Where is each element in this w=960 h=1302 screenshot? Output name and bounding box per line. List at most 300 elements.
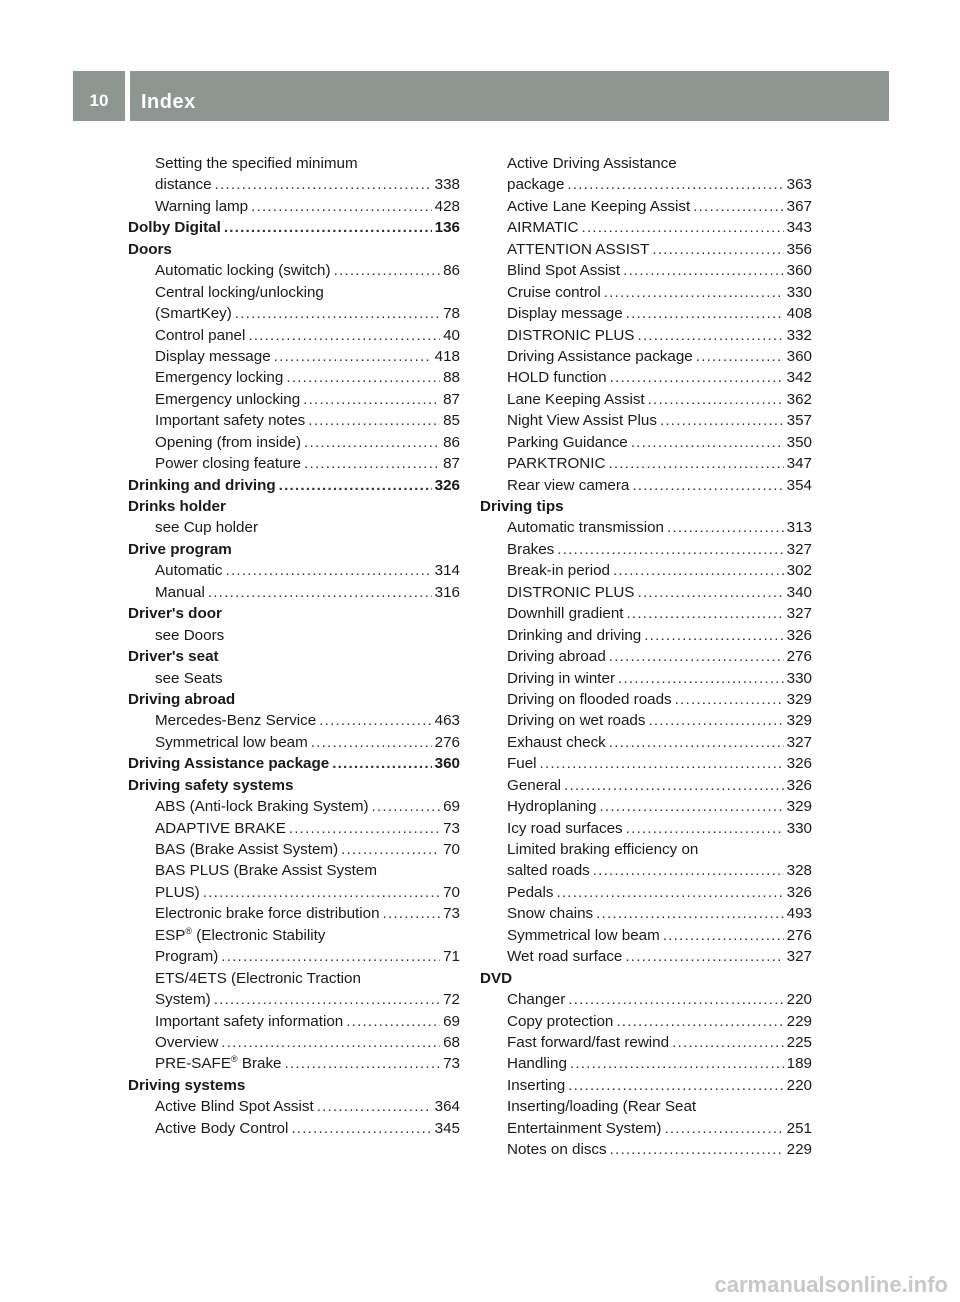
dot-leader	[610, 367, 784, 388]
entry-label-text: ABS (Anti-lock Braking System)	[155, 798, 369, 816]
page-reference: 342	[786, 369, 812, 387]
entry-label-text: BAS (Brake Assist System)	[155, 841, 339, 858]
page-reference: 78	[443, 305, 460, 323]
dot-leader	[383, 903, 441, 924]
index-subentry	[480, 625, 812, 646]
page-reference: 418	[434, 347, 460, 365]
entry-label	[480, 498, 564, 515]
page-reference: 357	[786, 412, 812, 430]
page-reference: 340	[786, 583, 812, 601]
entry-label	[507, 732, 606, 753]
index-subentry	[480, 539, 812, 560]
entry-label-text: Active Driving Assistance	[507, 155, 677, 172]
index-subentry	[128, 882, 460, 903]
entry-label-text: Wet road surface	[507, 948, 623, 966]
page-reference: 354	[786, 476, 812, 494]
entry-label	[507, 475, 629, 496]
dot-leader	[613, 560, 784, 581]
entry-label	[507, 582, 634, 603]
entry-label-text: Central locking/unlocking	[155, 283, 324, 301]
entry-label-text: Icy road surfaces	[507, 819, 623, 837]
dot-leader	[609, 732, 784, 753]
entry-label-text: Driving abroad	[507, 648, 606, 666]
dot-leader	[319, 710, 431, 731]
index-subentry	[480, 1118, 812, 1139]
entry-label-text: Driving tips	[480, 498, 564, 515]
entry-label-text: DISTRONIC PLUS	[507, 326, 635, 344]
entry-label-text: see Seats	[155, 669, 223, 687]
page-reference: 229	[786, 1012, 812, 1030]
entry-label-text: Pedals	[507, 883, 554, 901]
entry-label-text: Entertainment System)	[507, 1119, 662, 1137]
entry-label	[155, 1096, 314, 1117]
dot-leader	[616, 1011, 783, 1032]
entry-label	[507, 155, 677, 172]
page-reference: 136	[434, 219, 460, 237]
entry-label	[507, 1098, 696, 1115]
entry-label-text: Driving safety systems	[128, 776, 294, 794]
entry-label-text: Rear view camera	[507, 476, 630, 494]
index-subentry	[480, 710, 812, 731]
entry-label	[128, 691, 235, 708]
index-heading	[128, 1075, 460, 1096]
index-subentry	[128, 625, 460, 646]
entry-label-text: package	[507, 176, 565, 194]
registered-mark: ®	[185, 925, 193, 936]
index-subentry	[128, 796, 460, 817]
page-reference: 86	[443, 433, 460, 451]
page-reference: 347	[786, 455, 812, 473]
index-heading	[480, 496, 812, 517]
dot-leader	[631, 432, 784, 453]
entry-label-text: HOLD function	[507, 369, 607, 387]
entry-label	[507, 625, 641, 646]
entry-label-text: Drinks holder	[128, 498, 226, 515]
entry-label	[507, 389, 645, 410]
dot-leader	[208, 582, 432, 603]
entry-label	[155, 303, 232, 324]
page-reference: 330	[786, 669, 812, 687]
index-heading	[128, 475, 460, 496]
dot-leader	[608, 453, 783, 474]
entry-label-text: Power closing feature	[155, 455, 302, 473]
entry-label-text: see Doors	[155, 626, 225, 644]
entry-label	[507, 818, 623, 839]
index-subentry	[128, 1011, 460, 1032]
entry-label	[507, 646, 606, 667]
index-subentry	[128, 517, 460, 538]
index-subentry	[480, 260, 812, 281]
dot-leader	[664, 1118, 783, 1139]
index-heading	[128, 775, 460, 796]
entry-label	[507, 539, 554, 560]
dot-leader	[214, 989, 440, 1010]
entry-label	[128, 1077, 245, 1094]
dot-leader	[221, 946, 440, 967]
entry-label	[155, 519, 258, 536]
entry-label-text: System)	[155, 991, 211, 1009]
index-subentry	[480, 882, 812, 903]
page-reference: 356	[786, 240, 812, 258]
entry-label	[155, 346, 271, 367]
index-column-right	[480, 153, 812, 1161]
index-heading	[128, 603, 460, 624]
entry-label-text: General	[507, 776, 562, 794]
dot-leader	[581, 217, 783, 238]
entry-label-text: Overview	[155, 1033, 219, 1051]
index-subentry	[480, 453, 812, 474]
entry-label	[507, 453, 605, 474]
page-reference: 313	[786, 519, 812, 537]
page-reference: 329	[786, 798, 812, 816]
entry-label-text: PRE-SAFE	[155, 1055, 231, 1073]
entry-label	[507, 882, 553, 903]
index-subentry	[480, 1053, 812, 1074]
entry-label	[155, 839, 338, 860]
entry-label	[507, 560, 610, 581]
index-subentry	[128, 732, 460, 753]
entry-label-text: Driver's door	[128, 605, 222, 623]
index-subentry	[480, 903, 812, 924]
dot-leader	[332, 753, 431, 774]
index-subentry	[480, 839, 812, 860]
entry-label	[155, 174, 212, 195]
dot-leader	[203, 882, 440, 903]
dot-leader	[235, 303, 440, 324]
entry-label-text: Active Lane Keeping Assist	[507, 197, 691, 215]
page-reference: 362	[786, 390, 812, 408]
index-subentry	[128, 303, 460, 324]
index-heading	[128, 753, 460, 774]
entry-label-text: Cruise control	[507, 283, 601, 301]
dot-leader	[626, 303, 784, 324]
page-reference: 251	[786, 1119, 812, 1137]
page-reference: 360	[786, 262, 812, 280]
registered-mark: ®	[230, 1054, 238, 1065]
entry-label	[155, 196, 248, 217]
entry-label-text: Display message	[507, 305, 623, 323]
entry-label	[507, 796, 597, 817]
entry-label	[507, 517, 664, 538]
page-reference: 332	[786, 326, 812, 344]
index-subentry	[128, 1118, 460, 1139]
entry-label	[507, 925, 660, 946]
page-reference: 327	[786, 733, 812, 751]
entry-label	[507, 1053, 567, 1074]
index-subentry	[480, 174, 812, 195]
entry-label-text: Warning lamp	[155, 197, 249, 215]
entry-label-text: Handling	[507, 1055, 567, 1073]
dot-leader	[346, 1011, 440, 1032]
page-reference: 328	[786, 862, 812, 880]
entry-label	[507, 217, 578, 238]
entry-label	[155, 862, 377, 879]
page-reference: 85	[443, 412, 460, 430]
entry-label-text: Automatic transmission	[507, 519, 664, 537]
page-reference: 86	[443, 262, 460, 280]
entry-label-text: Drinking and driving	[507, 626, 642, 644]
dot-leader	[604, 282, 784, 303]
entry-label-text: Important safety notes	[155, 412, 306, 430]
page-reference: 72	[443, 991, 460, 1009]
page-reference: 363	[786, 176, 812, 194]
entry-label	[507, 753, 537, 774]
dot-leader	[637, 582, 783, 603]
index-heading	[480, 968, 812, 989]
index-subentry	[480, 989, 812, 1010]
entry-label	[507, 260, 620, 281]
page-reference: 493	[786, 905, 812, 923]
page-reference: 350	[786, 433, 812, 451]
entry-label	[155, 903, 380, 924]
index-subentry	[480, 1075, 812, 1096]
entry-label-text: Driving Assistance package	[128, 755, 330, 773]
page-reference: 276	[786, 926, 812, 944]
dot-leader	[224, 217, 432, 238]
entry-label-text: DVD	[480, 969, 513, 987]
entry-label-text: Hydroplaning	[507, 798, 597, 816]
page-header	[73, 71, 889, 121]
index-subentry	[480, 753, 812, 774]
page-reference: 314	[434, 562, 460, 580]
page-reference: 68	[443, 1033, 460, 1051]
entry-label-text: Active Body Control	[155, 1119, 289, 1137]
entry-label-text: Driving in winter	[507, 669, 616, 687]
page-reference: 73	[443, 905, 460, 923]
index-subentry	[128, 903, 460, 924]
index-subentry	[480, 1032, 812, 1053]
entry-label	[128, 217, 221, 238]
dot-leader	[304, 453, 440, 474]
index-subentry	[128, 367, 460, 388]
index-subentry	[480, 818, 812, 839]
entry-label-text: Drive program	[128, 540, 232, 558]
entry-label	[507, 989, 565, 1010]
index-subentry	[480, 517, 812, 538]
page-reference: 189	[786, 1055, 812, 1073]
entry-label	[155, 432, 301, 453]
index-subentry	[128, 839, 460, 860]
index-subentry	[480, 1096, 812, 1117]
dot-leader	[372, 796, 441, 817]
page-reference: 276	[786, 648, 812, 666]
index-subentry	[480, 325, 812, 346]
index-subentry	[480, 410, 812, 431]
entry-label-text: Blind Spot Assist	[507, 262, 621, 280]
entry-label	[155, 260, 331, 281]
index-heading	[128, 646, 460, 667]
entry-label-text: Inserting/loading (Rear Seat	[507, 1098, 697, 1116]
dot-leader	[626, 818, 784, 839]
page-reference: 327	[786, 605, 812, 623]
entry-label	[507, 946, 622, 967]
dot-leader	[311, 732, 432, 753]
page-reference: 326	[434, 476, 460, 494]
entry-label-text: DISTRONIC PLUS	[507, 583, 635, 601]
entry-label	[128, 753, 329, 774]
dot-leader	[303, 389, 440, 410]
index-subentry	[480, 217, 812, 238]
entry-label	[155, 453, 301, 474]
entry-label-text: Mercedes-Benz Service	[155, 712, 317, 730]
dot-leader	[226, 560, 432, 581]
dot-leader	[644, 625, 783, 646]
entry-label	[155, 1032, 218, 1053]
index-heading	[128, 496, 460, 517]
entry-label	[507, 1075, 565, 1096]
index-subentry	[128, 710, 460, 731]
index-subentry	[128, 925, 460, 946]
entry-label	[507, 689, 672, 710]
index-subentry	[128, 560, 460, 581]
index-subentry	[480, 475, 812, 496]
entry-label-text: Program)	[155, 948, 219, 966]
index-subentry	[128, 1053, 460, 1074]
entry-label	[507, 903, 593, 924]
entry-label-text: distance	[155, 176, 212, 194]
index-subentry	[128, 818, 460, 839]
page-reference: 327	[786, 948, 812, 966]
dot-leader	[618, 668, 784, 689]
entry-label-text: Dolby Digital	[128, 219, 221, 237]
entry-label	[155, 582, 205, 603]
entry-label-text: Fast forward/fast rewind	[507, 1033, 670, 1051]
index-subentry	[480, 367, 812, 388]
dot-leader	[632, 475, 783, 496]
entry-label-text: Automatic	[155, 562, 223, 580]
entry-label	[507, 1118, 661, 1139]
entry-label-text: Downhill gradient	[507, 605, 624, 623]
page-reference: 326	[786, 626, 812, 644]
index-subentry	[480, 1011, 812, 1032]
entry-label	[507, 841, 698, 858]
page-reference: 87	[443, 390, 460, 408]
index-subentry	[480, 196, 812, 217]
index-subentry	[480, 1139, 812, 1160]
entry-label-text: Driver's seat	[128, 648, 219, 666]
entry-label	[507, 1139, 607, 1160]
entry-label-text: Driving systems	[128, 1076, 246, 1094]
entry-label-text: Symmetrical low beam	[507, 926, 660, 944]
entry-label	[155, 627, 224, 644]
dot-leader	[274, 346, 432, 367]
index-subentry	[128, 325, 460, 346]
page-reference: 73	[443, 819, 460, 837]
page-reference: 276	[434, 733, 460, 751]
page-reference: 428	[434, 197, 460, 215]
index-subentry	[128, 410, 460, 431]
header-divider	[125, 71, 130, 121]
index-subentry	[480, 860, 812, 881]
entry-label-text: Important safety information	[155, 1012, 344, 1030]
entry-label	[507, 196, 690, 217]
entry-label	[128, 541, 232, 558]
index-subentry	[480, 432, 812, 453]
entry-label	[128, 605, 222, 622]
page-reference: 329	[786, 712, 812, 730]
dot-leader	[667, 517, 784, 538]
dot-leader	[341, 839, 440, 860]
page-reference: 367	[786, 197, 812, 215]
dot-leader	[568, 989, 783, 1010]
page-reference: 40	[443, 326, 460, 344]
entry-label-text: (SmartKey)	[155, 305, 232, 323]
page-reference: 326	[786, 755, 812, 773]
index-column-left	[128, 153, 460, 1139]
entry-label-text: PLUS)	[155, 883, 200, 901]
index-subentry	[480, 732, 812, 753]
entry-label-text: Driving on flooded roads	[507, 690, 672, 708]
entry-label	[507, 346, 693, 367]
dot-leader	[623, 260, 784, 281]
index-subentry	[128, 453, 460, 474]
entry-label	[155, 1118, 288, 1139]
index-heading	[128, 217, 460, 238]
page-reference: 70	[443, 883, 460, 901]
dot-leader	[570, 1053, 784, 1074]
entry-label	[507, 239, 649, 260]
entry-label-text: Notes on discs	[507, 1141, 607, 1159]
page-reference: 364	[434, 1098, 460, 1116]
dot-leader	[596, 903, 784, 924]
entry-label	[507, 1032, 669, 1053]
entry-label-text: Manual	[155, 583, 205, 601]
entry-label-text: Drinking and driving	[128, 476, 276, 494]
page-reference: 220	[786, 1076, 812, 1094]
entry-label-suffix: (Electronic Stability	[192, 926, 326, 944]
index-subentry	[480, 582, 812, 603]
dot-leader	[593, 860, 784, 881]
page-reference: 327	[786, 540, 812, 558]
entry-label	[155, 155, 358, 172]
index-subentry	[128, 968, 460, 989]
page-reference: 302	[786, 562, 812, 580]
entry-label	[155, 970, 361, 987]
index-subentry	[128, 196, 460, 217]
entry-label-text: Emergency unlocking	[155, 390, 301, 408]
index-subentry	[128, 1096, 460, 1117]
dot-leader	[221, 1032, 440, 1053]
entry-label	[155, 367, 283, 388]
entry-label-text: ATTENTION ASSIST	[507, 240, 650, 258]
entry-label-text: Snow chains	[507, 905, 594, 923]
page-reference: 326	[786, 883, 812, 901]
index-subentry	[128, 946, 460, 967]
entry-label	[507, 282, 601, 303]
entry-label-text: Driving Assistance package	[507, 347, 693, 365]
entry-label	[507, 603, 624, 624]
index-subentry	[128, 860, 460, 881]
index-subentry	[480, 925, 812, 946]
dot-leader	[610, 1139, 784, 1160]
page-reference: 360	[786, 347, 812, 365]
entry-label-text: Brakes	[507, 540, 555, 558]
entry-label-text: Fuel	[507, 755, 537, 773]
entry-label	[507, 710, 645, 731]
entry-label	[507, 410, 657, 431]
entry-label	[507, 860, 590, 881]
dot-leader	[609, 646, 784, 667]
index-subentry	[480, 689, 812, 710]
entry-label	[155, 560, 223, 581]
dot-leader	[564, 775, 784, 796]
entry-label-text: Doors	[128, 240, 172, 258]
dot-leader	[317, 1096, 432, 1117]
entry-label	[128, 241, 172, 258]
index-subentry	[480, 646, 812, 667]
entry-label	[155, 670, 223, 687]
entry-label	[128, 777, 293, 794]
